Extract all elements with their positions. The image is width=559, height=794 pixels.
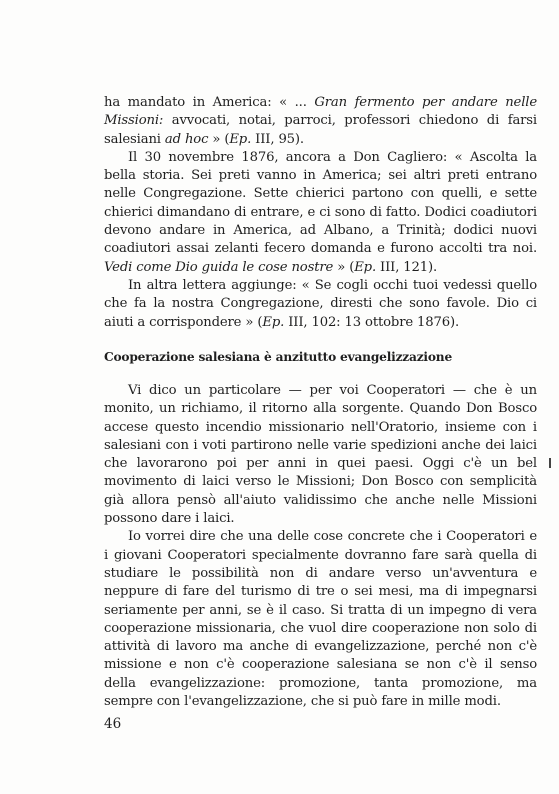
- paragraph-cooperatori: Io vorrei dire che una delle cose concrete che i Cooperatori e i giovani Cooperatori specialmente dovranno fare sarà quella di studiare le possibilità non di andare verso un'avventura e neppure di fare del turismo di tre o sei mesi, ma di impegnarsi seriamente per anni, se è il caso. Si tratta di un impegno di vera cooperazione missionaria, che vuol dire cooperazione non solo di attività di lavoro ma anche di evangelizzazione, perché non c'è missione e non c'è cooperazione salesiana se non c'è il senso della evangelizzazione: promozione, tanta promozione, ma sempre con l'evangelizzazione, che si può fare in mille modi.: [104, 529, 537, 710]
- text-run: III, 95).: [251, 131, 304, 147]
- text-run: » (: [333, 259, 355, 275]
- paragraph-altra-lettera: [104, 277, 537, 332]
- italic-run: ad hoc: [164, 131, 209, 147]
- citation-italic: Ep.: [262, 314, 285, 330]
- bottom-text-block: [104, 382, 537, 711]
- margin-mark: [549, 458, 551, 468]
- paragraph-particolare: Vi dico un particolare — per voi Cooperatori — che è un monito, un richiamo, il ritorno alla sorgente. Quando Don Bosco accese questo incendio missionario nell'Oratorio, insieme con i salesiani con i voti partirono nelle varie spedizioni anche dei laici che lavorarono poi per anni in quei paesi. Oggi c'è un bel movimento di laici verso le Missioni; Don Bosco con semplicità già allora pensò all'aiuto validissimo che anche nelle Missioni possono dare i laici.: [104, 383, 537, 527]
- page-number: 46: [104, 716, 122, 732]
- paragraph-cagliero: [104, 149, 537, 277]
- top-text-block: [104, 94, 537, 332]
- text-run: Il 30 novembre 1876, ancora a Don Cagliero: « Ascolta la bella storia. Sei preti vanno in America; sei altri preti entrano nelle Congregazione. Sette chierici partono con quelli, e sette chierici dimandano di entrare, e ci sono di fatto. Dodici coadiutori devono andare in America, ad Albano, a Trinità; dodici nuovi coadiutori assai zelanti fecero domanda e furono accolti tra noi.: [104, 149, 537, 257]
- citation-italic: Ep.: [354, 259, 376, 275]
- paragraph-continued: [104, 94, 537, 149]
- text-run: III, 121).: [376, 259, 438, 275]
- section-heading: Cooperazione salesiana è anzitutto evangelizzazione: [104, 350, 453, 364]
- text-run: III, 102: 13 ottobre 1876).: [284, 314, 460, 330]
- italic-run: Gran fermento per andare nelle Missioni:: [104, 95, 537, 129]
- text-run: avvocati, notai, parroci, professori chiedono di farsi salesiani: [104, 113, 537, 147]
- citation-italic: Ep.: [229, 131, 252, 147]
- text-run: In altra lettera aggiunge: « Se cogli occhi tuoi vedessi quello che fa la nostra Congregazione, diresti che sono favole. Dio ci aiuti a corrispondere » (: [104, 277, 537, 330]
- text-run: » (: [208, 131, 230, 147]
- italic-run: Vedi come Dio guida le cose nostre: [104, 259, 334, 275]
- text-run: ha mandato in America: « ...: [104, 95, 315, 110]
